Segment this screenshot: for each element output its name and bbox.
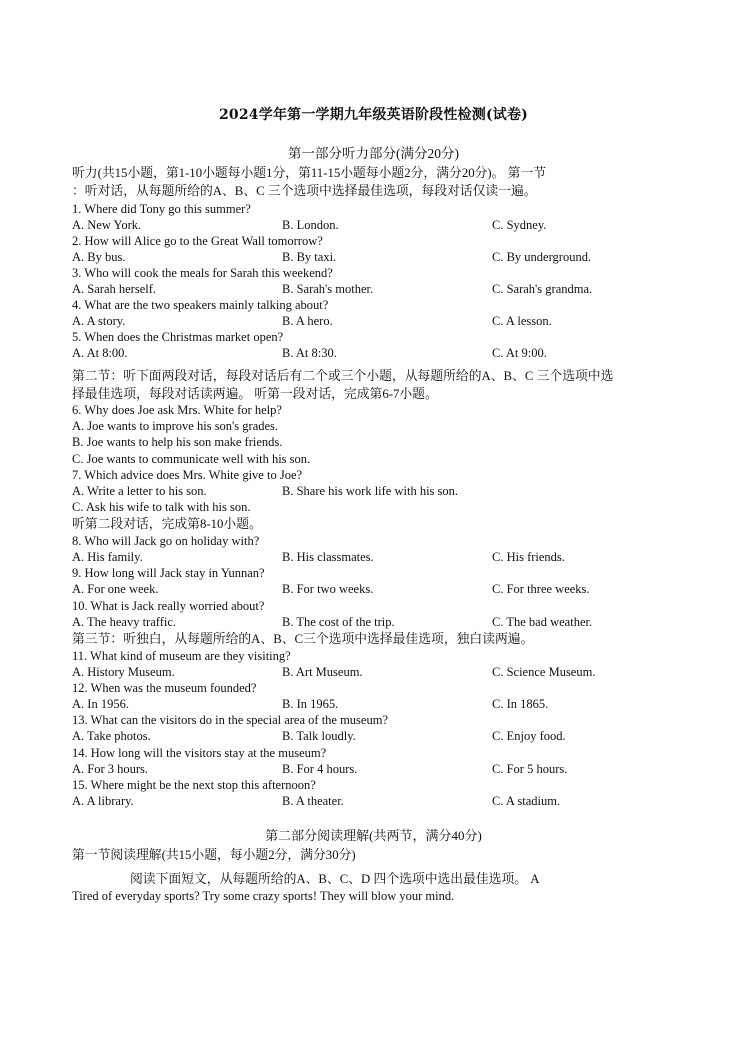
- q11-option-a: A. History Museum.: [72, 665, 175, 679]
- part2-section1-heading: 第一节阅读理解(共15小题，每小题2分，满分30分): [72, 848, 356, 862]
- q6-option-a: A. Joe wants to improve his son's grades.: [72, 419, 279, 433]
- q1-option-b: B. London.: [282, 218, 339, 232]
- q3-option-b: B. Sarah's mother.: [282, 282, 374, 296]
- q7-option-b: B. Share his work life with his son.: [282, 484, 459, 498]
- q4-option-b: B. A hero.: [282, 314, 333, 328]
- question-7: 7. Which advice does Mrs. White give to Joe?: [72, 468, 303, 482]
- q7-option-a: A. Write a letter to his son.: [72, 484, 207, 498]
- question-14: 14. How long will the visitors stay at the museum?: [72, 746, 327, 760]
- q12-option-a: A. In 1956.: [72, 697, 129, 711]
- question-15: 15. Where might be the next stop this afternoon?: [72, 778, 316, 792]
- q2-option-c: C. By underground.: [492, 250, 592, 264]
- question-2: 2. How will Alice go to the Great Wall tomorrow?: [72, 234, 323, 248]
- q8-option-b: B. His classmates.: [282, 550, 374, 564]
- question-6: 6. Why does Joe ask Mrs. White for help?: [72, 403, 282, 417]
- exam-title: 2024学年第一学期九年级英语阶段性检测(试卷): [218, 107, 528, 123]
- q8-option-c: C. His friends.: [492, 550, 565, 564]
- q4-option-a: A. A story.: [72, 314, 126, 328]
- q5-option-c: C. At 9:00.: [492, 346, 547, 360]
- q4-option-c: C. A lesson.: [492, 314, 552, 328]
- dialog2-instruction: 听第二段对话，完成第8-10小题。: [72, 517, 262, 531]
- q12-option-b: B. In 1965.: [282, 697, 339, 711]
- q11-option-c: C. Science Museum.: [492, 665, 596, 679]
- q10-option-b: B. The cost of the trip.: [282, 615, 395, 629]
- q14-option-a: A. For 3 hours.: [72, 762, 149, 776]
- q6-option-b: B. Joe wants to help his son make friends.: [72, 435, 283, 449]
- question-9: 9. How long will Jack stay in Yunnan?: [72, 566, 265, 580]
- part1-intro-line1: 听力(共15小题，第1-10小题每小题1分，第11-15小题每小题2分，满分20分)。 第一节: [72, 166, 547, 180]
- part2-heading: 第二部分阅读理解(共两节，满分40分): [265, 828, 482, 843]
- q6-option-c: C. Joe wants to communicate well with his son.: [72, 452, 311, 466]
- q5-option-a: A. At 8:00.: [72, 346, 128, 360]
- q15-option-c: C. A stadium.: [492, 794, 561, 808]
- q7-option-c: C. Ask his wife to talk with his son.: [72, 500, 251, 514]
- question-12: 12. When was the museum founded?: [72, 681, 257, 695]
- question-4: 4. What are the two speakers mainly talking about?: [72, 298, 329, 312]
- q2-option-a: A. By bus.: [72, 250, 126, 264]
- q13-option-a: A. Take photos.: [72, 729, 151, 743]
- question-5: 5. When does the Christmas market open?: [72, 330, 284, 344]
- q13-option-c: C. Enjoy food.: [492, 729, 566, 743]
- q11-option-b: B. Art Museum.: [282, 665, 363, 679]
- section2-intro-line1: 第二节：听下面两段对话，每段对话后有二个或三个小题，从每题所给的A、B、C 三个选项中选: [72, 369, 614, 383]
- part1-heading: 第一部分听力部分(满分20分): [288, 146, 459, 161]
- q12-option-c: C. In 1865.: [492, 697, 549, 711]
- q1-option-a: A. New York.: [72, 218, 142, 232]
- question-3: 3. Who will cook the meals for Sarah this weekend?: [72, 266, 333, 280]
- q15-option-b: B. A theater.: [282, 794, 344, 808]
- question-11: 11. What kind of museum are they visiting?: [72, 649, 291, 663]
- q14-option-b: B. For 4 hours.: [282, 762, 358, 776]
- section3-intro: 第三节：听独白，从每题所给的A、B、C三个选项中选择最佳选项，独白读两遍。: [72, 632, 534, 646]
- q10-option-c: C. The bad weather.: [492, 615, 593, 629]
- q8-option-a: A. His family.: [72, 550, 143, 564]
- q3-option-a: A. Sarah herself.: [72, 282, 156, 296]
- q10-option-a: A. The heavy traffic.: [72, 615, 177, 629]
- question-8: 8. Who will Jack go on holiday with?: [72, 534, 260, 548]
- q9-option-c: C. For three weeks.: [492, 582, 590, 596]
- question-1: 1. Where did Tony go this summer?: [72, 202, 251, 216]
- question-13: 13. What can the visitors do in the special area of the museum?: [72, 713, 388, 727]
- reading-instruction: 阅读下面短文，从每题所给的A、B、C、D 四个选项中选出最佳选项。 A: [130, 872, 540, 886]
- q9-option-a: A. For one week.: [72, 582, 159, 596]
- part1-intro-line2: ：听对话，从每题所给的A、B、C 三个选项中选择最佳选项，每段对话仅读一遍。: [72, 184, 537, 198]
- q3-option-c: C. Sarah's grandma.: [492, 282, 593, 296]
- q15-option-a: A. A library.: [72, 794, 134, 808]
- q2-option-b: B. By taxi.: [282, 250, 337, 264]
- q5-option-b: B. At 8:30.: [282, 346, 337, 360]
- q13-option-b: B. Talk loudly.: [282, 729, 356, 743]
- passage-line-1: Tired of everyday sports? Try some crazy sports! They will blow your mind.: [72, 889, 455, 903]
- q9-option-b: B. For two weeks.: [282, 582, 374, 596]
- question-10: 10. What is Jack really worried about?: [72, 599, 265, 613]
- q14-option-c: C. For 5 hours.: [492, 762, 568, 776]
- section2-intro-line2: 择最佳选项，每段对话读两遍。 听第一段对话，完成第6-7小题。: [72, 387, 438, 401]
- q1-option-c: C. Sydney.: [492, 218, 547, 232]
